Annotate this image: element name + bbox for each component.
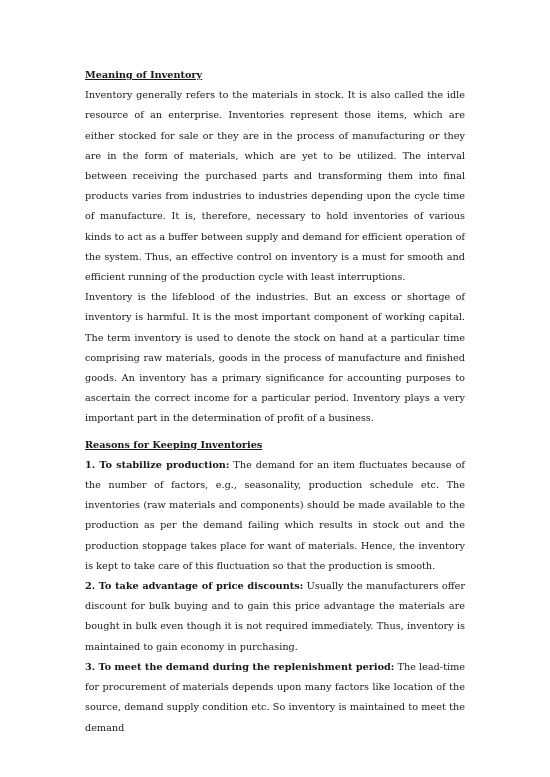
list-item-stabilize-production — [85, 456, 465, 577]
paragraph-inventory-definition: Inventory generally refers to the materials in stock. It is also called the idle resource of an enterprise. Inventories represent those items, which are either stocked for sale or they are in the process of manufacturing or they are in the form of materials, which are yet to be utilized. The interval between receiving the purchased parts and transforming them into final products varies from industries to industries depending upon the cycle time of manufacture. It is, therefore, necessary to hold inventories of various kinds to act as a buffer between supply and demand for efficient operation of the system. Thus, an effective control on inventory is a must for smooth and efficient running of the production cycle with least interruptions. — [85, 90, 465, 284]
section-heading-reasons-for-keeping-inventories: Reasons for Keeping Inventories — [85, 439, 263, 451]
list-item-replenishment-period — [85, 658, 465, 739]
document-body — [85, 66, 465, 739]
list-item-lead: 3. To meet the demand during the replenishment period: — [85, 661, 395, 673]
list-item-text: The demand for an item fluctuates because of the number of factors, e.g., seasonality, production schedule etc. The inventories (raw materials and components) should be made available to the production as per the demand failing which results in stock out and the production stoppage takes place for want of materials. Hence, the inventory is kept to take care of this fluctuation so that the production is smooth. — [85, 459, 465, 572]
list-item-text: The lead-time for procurement of materials depends upon many factors like location of the source, demand supply condition etc. So inventory is maintained to meet the demand — [85, 661, 465, 734]
list-item-price-discounts — [85, 577, 465, 658]
paragraph-inventory-lifeblood: Inventory is the lifeblood of the industries. But an excess or shortage of inventory is harmful. It is the most important component of working capital. The term inventory is used to denote the stock on hand at a particular time comprising raw materials, goods in the process of manufacture and finished goods. An inventory has a primary significance for accounting purposes to ascertain the correct income for a particular period. Inventory plays a very important part in the determination of profit of a business. — [85, 292, 465, 425]
section-heading-meaning-of-inventory: Meaning of Inventory — [85, 70, 203, 81]
list-item-text: Usually the manufacturers offer discount for bulk buying and to gain this price advantage the materials are bought in bulk even though it is not required immediately. Thus, inventory is maintained to gain economy in purchasing. — [85, 581, 465, 653]
list-item-lead: 2. To take advantage of price discounts: — [85, 581, 304, 593]
list-item-lead: 1. To stabilize production: — [85, 459, 230, 471]
